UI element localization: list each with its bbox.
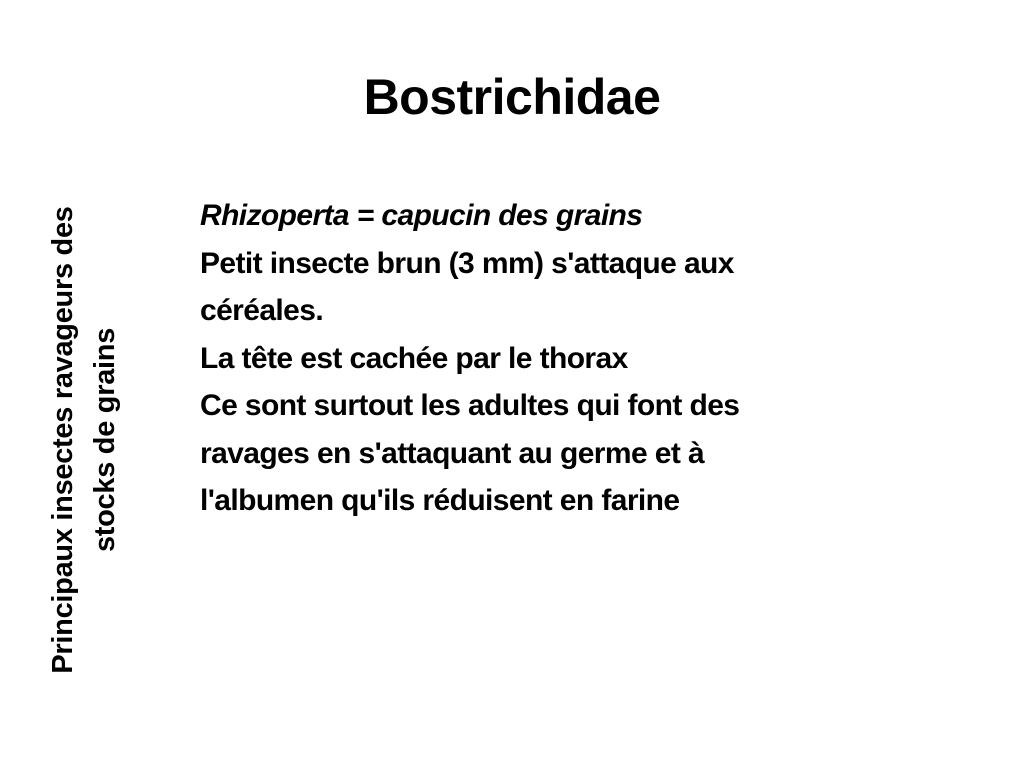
- side-title-line-2: stocks de grains: [89, 327, 121, 553]
- body-line-5: Ce sont surtout les adultes qui font des: [200, 389, 740, 422]
- slide-title: Bostrichidae: [363, 69, 661, 125]
- body-line-2: Petit insecte brun (3 mm) s'attaque aux: [200, 246, 734, 280]
- body-line-4: La tête est cachée par le thorax: [200, 341, 628, 375]
- side-title: [42, 160, 126, 720]
- slide-body: [200, 192, 890, 525]
- body-line-3: céréales.: [200, 294, 324, 327]
- body-line-7: l'albumen qu'ils réduisent en farine: [200, 484, 680, 517]
- body-line-species: Rhizoperta = capucin des grains: [200, 199, 643, 232]
- body-line-6: ravages en s'attaquant au germe et à: [200, 436, 705, 470]
- side-title-line-1: Principaux insectes ravageurs des: [47, 206, 79, 674]
